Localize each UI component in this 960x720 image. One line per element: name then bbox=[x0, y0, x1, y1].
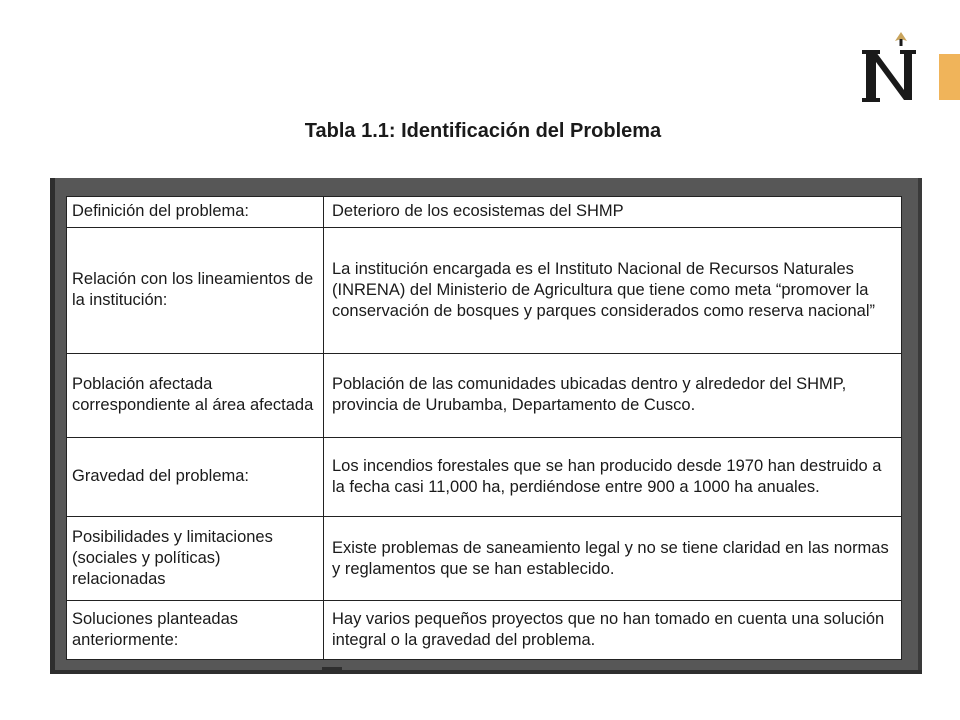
table-row bbox=[67, 354, 902, 438]
row-value: Hay varios pequeños proyectos que no han tomado en cuenta una solución integral o la gravedad del problema. bbox=[324, 600, 902, 659]
row-value: Deterioro de los ecosistemas del SHMP bbox=[324, 197, 902, 228]
row-value: Los incendios forestales que se han producido desde 1970 han destruido a la fecha casi 11,000 ha, perdiéndose entre 900 a 1000 ha anuales. bbox=[324, 437, 902, 517]
table-row bbox=[67, 227, 902, 353]
row-label: Posibilidades y limitaciones (sociales y políticas) relacionadas bbox=[67, 517, 324, 601]
table-frame bbox=[50, 178, 922, 674]
university-logo-icon bbox=[860, 28, 920, 104]
row-label: Relación con los lineamientos de la institución: bbox=[67, 227, 324, 353]
row-label: Soluciones planteadas anteriormente: bbox=[67, 600, 324, 659]
accent-bar bbox=[939, 54, 960, 100]
table-row bbox=[67, 197, 902, 228]
table-title: Tabla 1.1: Identificación del Problema bbox=[304, 120, 662, 142]
table-row bbox=[67, 517, 902, 601]
row-label: Población afectada correspondiente al área afectada bbox=[67, 354, 324, 438]
row-value: La institución encargada es el Instituto Nacional de Recursos Naturales (INRENA) del Ministerio de Agricultura que tiene como meta “promover la conservación de bosques y parques considerados como reserva nacional” bbox=[324, 227, 902, 353]
problem-identification-table bbox=[66, 196, 902, 660]
table-row bbox=[67, 437, 902, 517]
row-value: Existe problemas de saneamiento legal y no se tiene claridad en las normas y reglamentos que se han establecido. bbox=[324, 517, 902, 601]
row-value: Población de las comunidades ubicadas dentro y alrededor del SHMP, provincia de Urubamba, Departamento de Cusco. bbox=[324, 354, 902, 438]
row-label: Definición del problema: bbox=[67, 197, 324, 228]
row-label: Gravedad del problema: bbox=[67, 437, 324, 517]
table-row bbox=[67, 600, 902, 659]
